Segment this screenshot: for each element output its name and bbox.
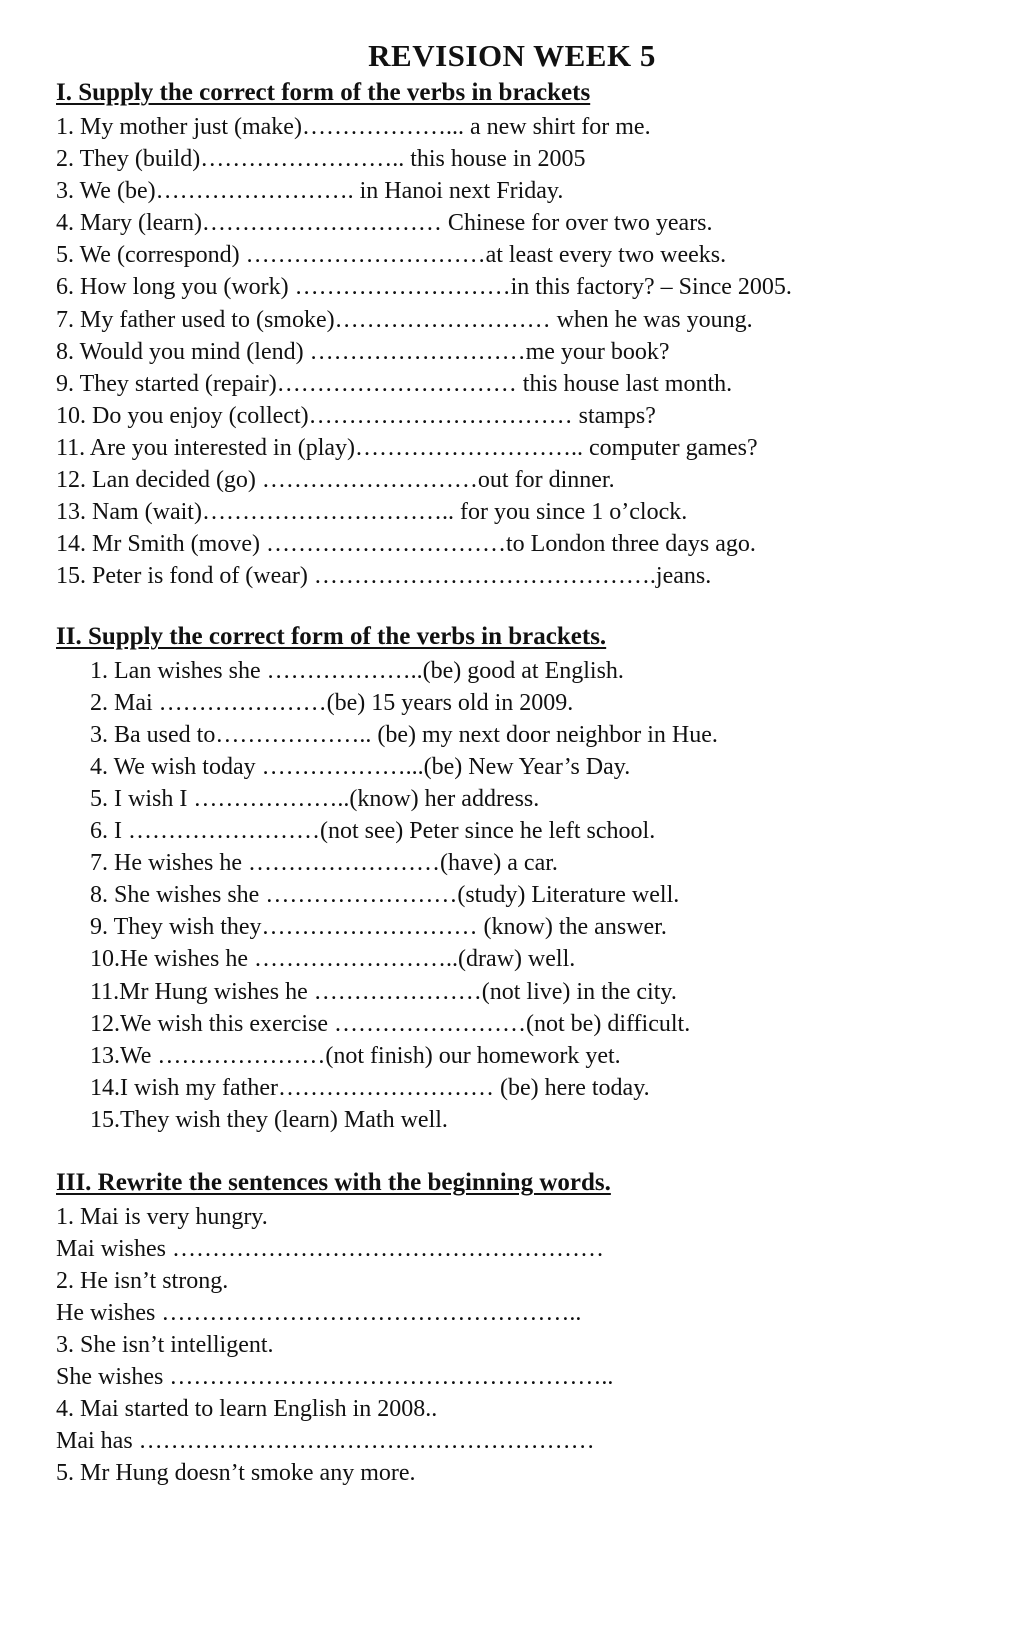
section-1-heading: I. Supply the correct form of the verbs in brackets xyxy=(56,79,591,106)
section-1-item-1: 1. My mother just (make)………………... a new shirt for me. xyxy=(56,114,651,140)
section-2-item-1: 1. Lan wishes she ………………..(be) good at English. xyxy=(90,658,624,684)
section-3-answer-line-3: She wishes ……………………………………………….. xyxy=(56,1364,614,1390)
section-1-item-4: 4. Mary (learn)………………………… Chinese for over two years. xyxy=(56,210,713,236)
section-3-prompt-1: 1. Mai is very hungry. xyxy=(56,1204,268,1230)
section-1-item-13: 13. Nam (wait)………………………….. for you since 1 o’clock. xyxy=(56,499,688,525)
section-1-item-14: 14. Mr Smith (move) …………………………to London three days ago. xyxy=(56,531,756,557)
section-2-item-12: 12.We wish this exercise ……………………(not be) difficult. xyxy=(90,1011,691,1037)
section-1-item-6: 6. How long you (work) ………………………in this factory? – Since 2005. xyxy=(56,274,792,300)
section-2-item-7: 7. He wishes he ……………………(have) a car. xyxy=(90,850,558,876)
section-2-item-10: 10.He wishes he ……………………..(draw) well. xyxy=(90,946,576,972)
section-3-heading: III. Rewrite the sentences with the beginning words. xyxy=(56,1169,611,1196)
section-3-prompt-5: 5. Mr Hung doesn’t smoke any more. xyxy=(56,1460,416,1486)
section-2-item-13: 13.We …………………(not finish) our homework yet. xyxy=(90,1043,621,1069)
section-2-item-4: 4. We wish today ………………...(be) New Year’s Day. xyxy=(90,754,631,780)
section-2-item-3: 3. Ba used to……………….. (be) my next door neighbor in Hue. xyxy=(90,722,718,748)
section-3-answer-line-4: Mai has ………………………………………………… xyxy=(56,1428,595,1454)
section-1-item-3: 3. We (be)……………………. in Hanoi next Friday. xyxy=(56,178,564,204)
section-1-item-9: 9. They started (repair)………………………… this house last month. xyxy=(56,371,733,397)
section-1-item-8: 8. Would you mind (lend) ………………………me your book? xyxy=(56,339,670,365)
section-1-item-11: 11. Are you interested in (play)……………………….. computer games? xyxy=(56,435,758,461)
section-3-prompt-3: 3. She isn’t intelligent. xyxy=(56,1332,274,1358)
section-1-item-10: 10. Do you enjoy (collect)…………………………… stamps? xyxy=(56,403,656,429)
section-2-item-5: 5. I wish I ………………..(know) her address. xyxy=(90,786,540,812)
section-3-prompt-4: 4. Mai started to learn English in 2008.. xyxy=(56,1396,438,1422)
section-3-answer-line-1: Mai wishes ……………………………………………… xyxy=(56,1236,604,1262)
page-title: REVISION WEEK 5 xyxy=(368,38,656,73)
section-1-item-15: 15. Peter is fond of (wear) …………………………………….jeans. xyxy=(56,563,712,589)
section-3-prompt-2: 2. He isn’t strong. xyxy=(56,1268,229,1294)
section-2-item-9: 9. They wish they……………………… (know) the answer. xyxy=(90,914,667,940)
section-1-item-2: 2. They (build)…………………….. this house in 2005 xyxy=(56,146,586,172)
section-1-item-5: 5. We (correspond) …………………………at least every two weeks. xyxy=(56,242,727,268)
section-2-heading: II. Supply the correct form of the verbs in brackets. xyxy=(56,623,607,650)
section-2-item-8: 8. She wishes she ……………………(study) Literature well. xyxy=(90,882,680,908)
section-2-item-14: 14.I wish my father……………………… (be) here today. xyxy=(90,1075,650,1101)
section-2-item-15: 15.They wish they (learn) Math well. xyxy=(90,1107,448,1133)
section-1-item-12: 12. Lan decided (go) ………………………out for dinner. xyxy=(56,467,615,493)
section-1-item-7: 7. My father used to (smoke)……………………… when he was young. xyxy=(56,307,753,333)
section-2-item-11: 11.Mr Hung wishes he …………………(not live) in the city. xyxy=(90,979,677,1005)
section-2-item-2: 2. Mai …………………(be) 15 years old in 2009. xyxy=(90,690,574,716)
section-3-answer-line-2: He wishes …………………………………………….. xyxy=(56,1300,582,1326)
section-2-item-6: 6. I ……………………(not see) Peter since he left school. xyxy=(90,818,656,844)
